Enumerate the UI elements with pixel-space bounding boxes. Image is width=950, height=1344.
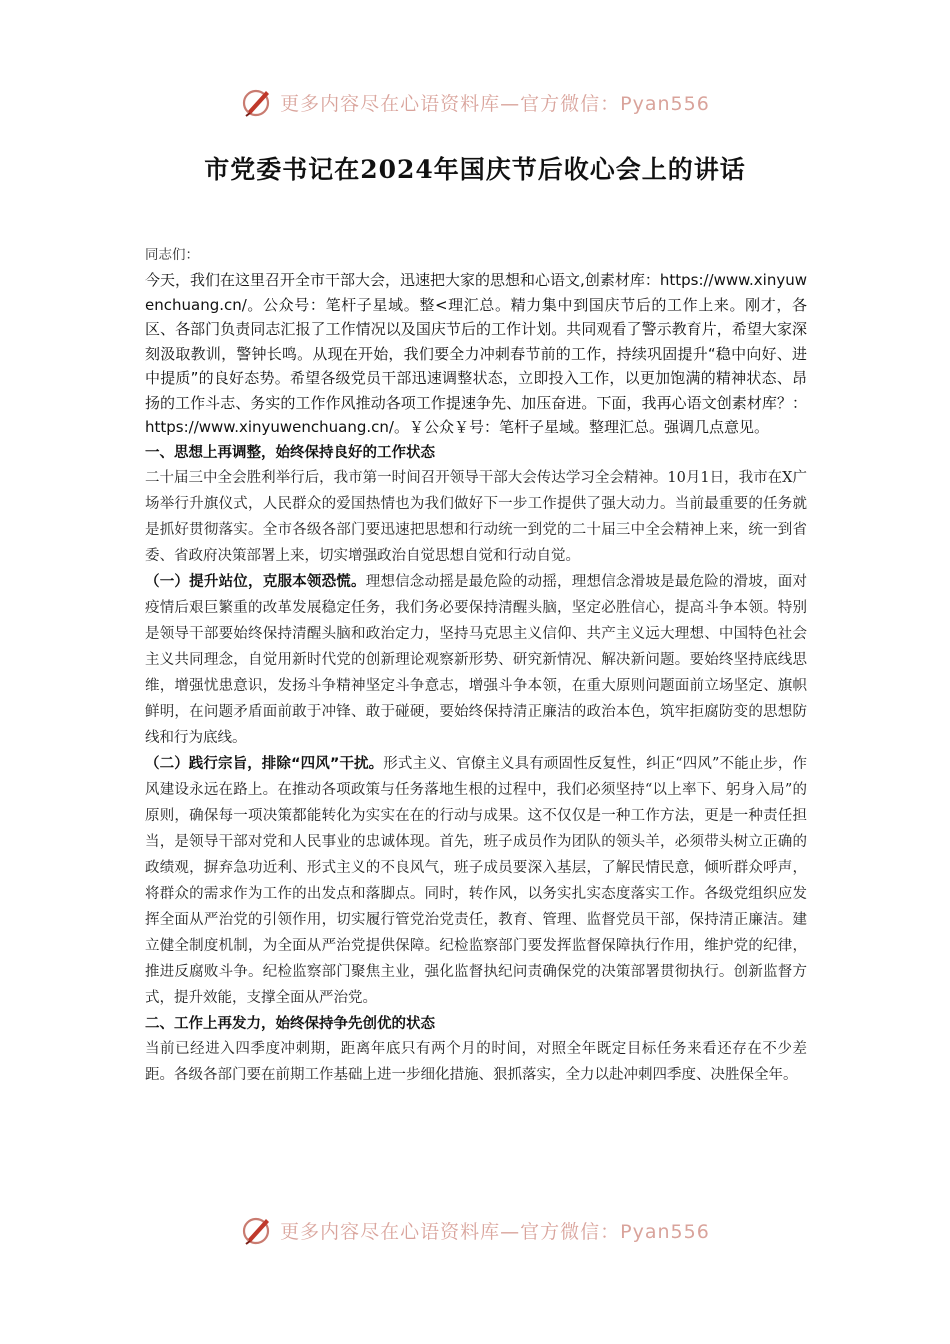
header-banner[interactable] bbox=[0, 82, 950, 122]
salutation: 同志们： bbox=[145, 247, 199, 263]
subsection-1-paragraph bbox=[145, 569, 807, 751]
section-2-heading: 二、工作上再发力，始终保持争先创优的状态 bbox=[145, 1015, 435, 1032]
subsection-2-title: （二）践行宗旨，排除“四风”干扰。 bbox=[145, 755, 384, 772]
subsection-2-paragraph bbox=[145, 751, 807, 1011]
document-body bbox=[145, 244, 807, 1088]
section-1-paragraph: 二十届三中全会胜利举行后，我市第一时间召开领导干部大会传达学习全会精神。10月1日，我市在X广场举行升旗仪式，人民群众的爱国热情也为我们做好下一步工作提供了强大动力。当前最重要的任务就是抓好贯彻落实。全市各级各部门要迅速把思想和行动统一到党的二十届三中全会精神上来，统一到省委、省政府决策部署上来，切实增强政治自觉思想自觉和行动自觉。 bbox=[145, 469, 807, 564]
banner-text: 更多内容尽在心语资料库—官方微信：Pyan556 bbox=[280, 92, 710, 115]
intro-paragraph: 今天，我们在这里召开全市干部大会，迅速把大家的思想和心语文,创素材库：https://www.xinyuwenchuang.cn/。公众号：笔杆子星域。整<理汇总。精力集中到国庆节后的工作上来。刚才，各区、各部门负责同志汇报了工作情况以及国庆节后的工作计划。共同观看了警示教育片，希望大家深刻汲取教训，警钟长鸣。从现在开始，我们要全力冲刺春节前的工作，持续巩固提升“稳中向好、进中提质”的良好态势。希望各级党员干部迅速调整状态，立即投入工作，以更加饱满的精神状态、昂扬的工作斗志、务实的工作作风推动各项工作提速争先、加压奋进。下面，我再心语文创素材库？：https://www.xinyuwenchuang.cn/。￥公众￥号：笔杆子星域。整理汇总。强调几点意见。 bbox=[145, 271, 807, 436]
footer-banner[interactable] bbox=[0, 1210, 950, 1250]
banner-text: 更多内容尽在心语资料库—官方微信：Pyan556 bbox=[280, 1220, 710, 1243]
section-2-paragraph: 当前已经进入四季度冲刺期，距离年底只有两个月的时间，对照全年既定目标任务来看还存在不少差距。各级各部门要在前期工作基础上进一步细化措施、狠抓落实，全力以赴冲刺四季度、决胜保全年。 bbox=[145, 1040, 807, 1083]
subsection-2-text: 形式主义、官僚主义具有顽固性反复性，纠正“四风”不能止步，作风建设永远在路上。在推动各项政策与任务落地生根的过程中，我们必须坚持“以上率下、躬身入局”的原则，确保每一项决策都能转化为实实在在的行动与成果。这不仅仅是一种工作方法，更是一种责任担当，是领导干部对党和人民事业的忠诚体现。首先，班子成员作为团队的领头羊，必须带头树立正确的政绩观，摒弃急功近利、形式主义的不良风气，班子成员要深入基层，了解民情民意，倾听群众呼声，将群众的需求作为工作的出发点和落脚点。同时，转作风，以务实扎实态度落实工作。各级党组织应发挥全面从严治党的引领作用，切实履行管党治党责任，教育、管理、监督党员干部，保持清正廉洁。建立健全制度机制，为全面从严治党提供保障。纪检监察部门要发挥监督保障执行作用，维护党的纪律，推进反腐败斗争。纪检监察部门聚焦主业，强化监督执纪问责确保党的决策部署贯彻执行。创新监督方式，提升效能，支撑全面从严治党。 bbox=[145, 755, 807, 1006]
document-title: 市党委书记在2024年国庆节后收心会上的讲话 bbox=[204, 155, 746, 184]
section-1-heading: 一、思想上再调整，始终保持良好的工作状态 bbox=[145, 444, 435, 461]
subsection-1-text: 理想信念动摇是最危险的动摇，理想信念滑坡是最危险的滑坡，面对疫情后艰巨繁重的改革发展稳定任务，我们务必要保持清醒头脑，坚定必胜信心，提高斗争本领。特别是领导干部要始终保持清醒头脑和政治定力，坚持马克思主义信仰、共产主义远大理想、中国特色社会主义共同理念，自觉用新时代党的创新理论观察新形势、研究新情况、解决新问题。要始终坚持底线思维，增强忧患意识，发扬斗争精神坚定斗争意志，增强斗争本领，在重大原则问题面前立场坚定、旗帜鲜明，在问题矛盾面前敢于冲锋、敢于碰硬，要始终保持清正廉洁的政治本色，筑牢拒腐防变的思想防线和行为底线。 bbox=[145, 573, 808, 746]
quill-pen-logo-icon bbox=[240, 85, 274, 119]
quill-pen-logo-icon bbox=[240, 1213, 274, 1247]
subsection-1-title: （一）提升站位，克服本领恐慌。 bbox=[145, 573, 366, 590]
